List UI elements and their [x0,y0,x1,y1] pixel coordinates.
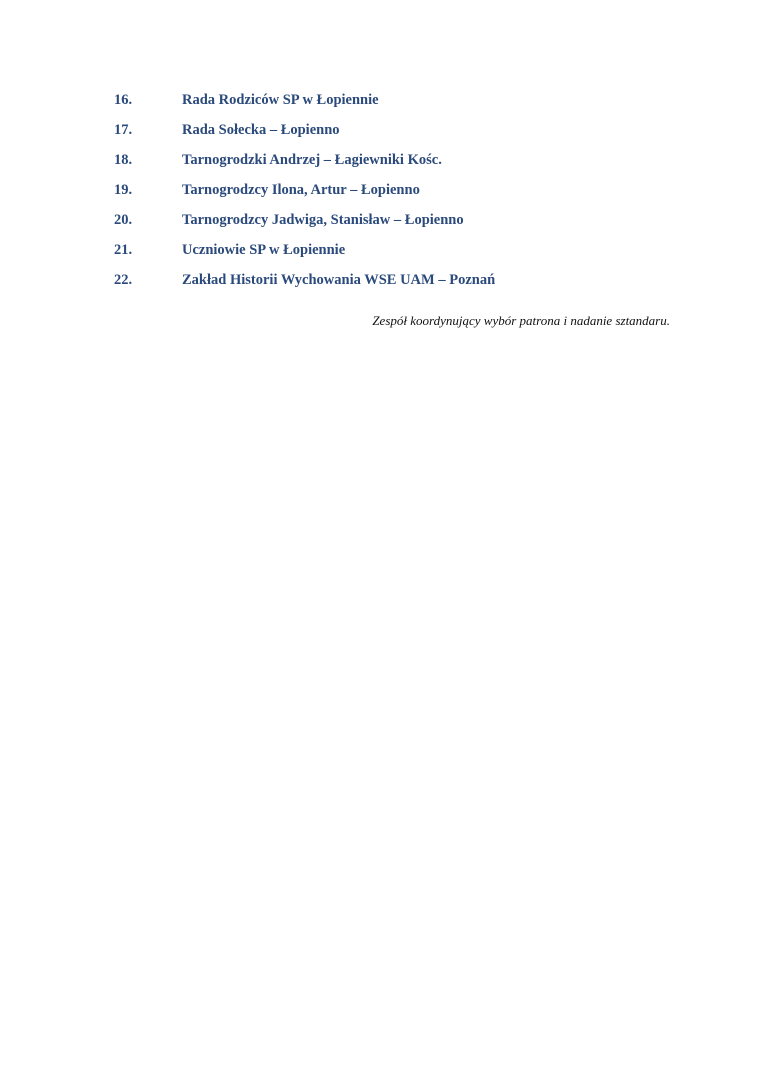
list-item [0,148,764,178]
list-item-number: 20. [114,212,133,228]
list-item-number: 18. [114,152,133,168]
list-item-text: Rada Rodziców SP w Łopiennie [182,92,379,108]
list-item-text: Tarnogrodzcy Jadwiga, Stanisław – Łopienno [182,212,464,228]
supporters-list [0,88,764,298]
list-item [0,178,764,208]
list-item-text: Uczniowie SP w Łopiennie [182,242,346,258]
list-item-text: Rada Sołecka – Łopienno [182,122,340,138]
list-item [0,268,764,298]
list-item-text: Tarnogrodzcy Ilona, Artur – Łopienno [182,182,420,198]
list-item [0,88,764,118]
list-item [0,238,764,268]
list-item-number: 21. [114,242,133,258]
list-item-text: Tarnogrodzki Andrzej – Łagiewniki Kośc. [182,152,442,168]
list-item-text: Zakład Historii Wychowania WSE UAM – Poznań [182,272,496,288]
list-item-number: 22. [114,272,133,288]
list-item-number: 19. [114,182,133,198]
list-item-number: 16. [114,92,133,108]
signature-line: Zespół koordynujący wybór patrona i nadanie sztandaru. [372,313,670,328]
list-item [0,118,764,148]
list-item-number: 17. [114,122,133,138]
list-item [0,208,764,238]
